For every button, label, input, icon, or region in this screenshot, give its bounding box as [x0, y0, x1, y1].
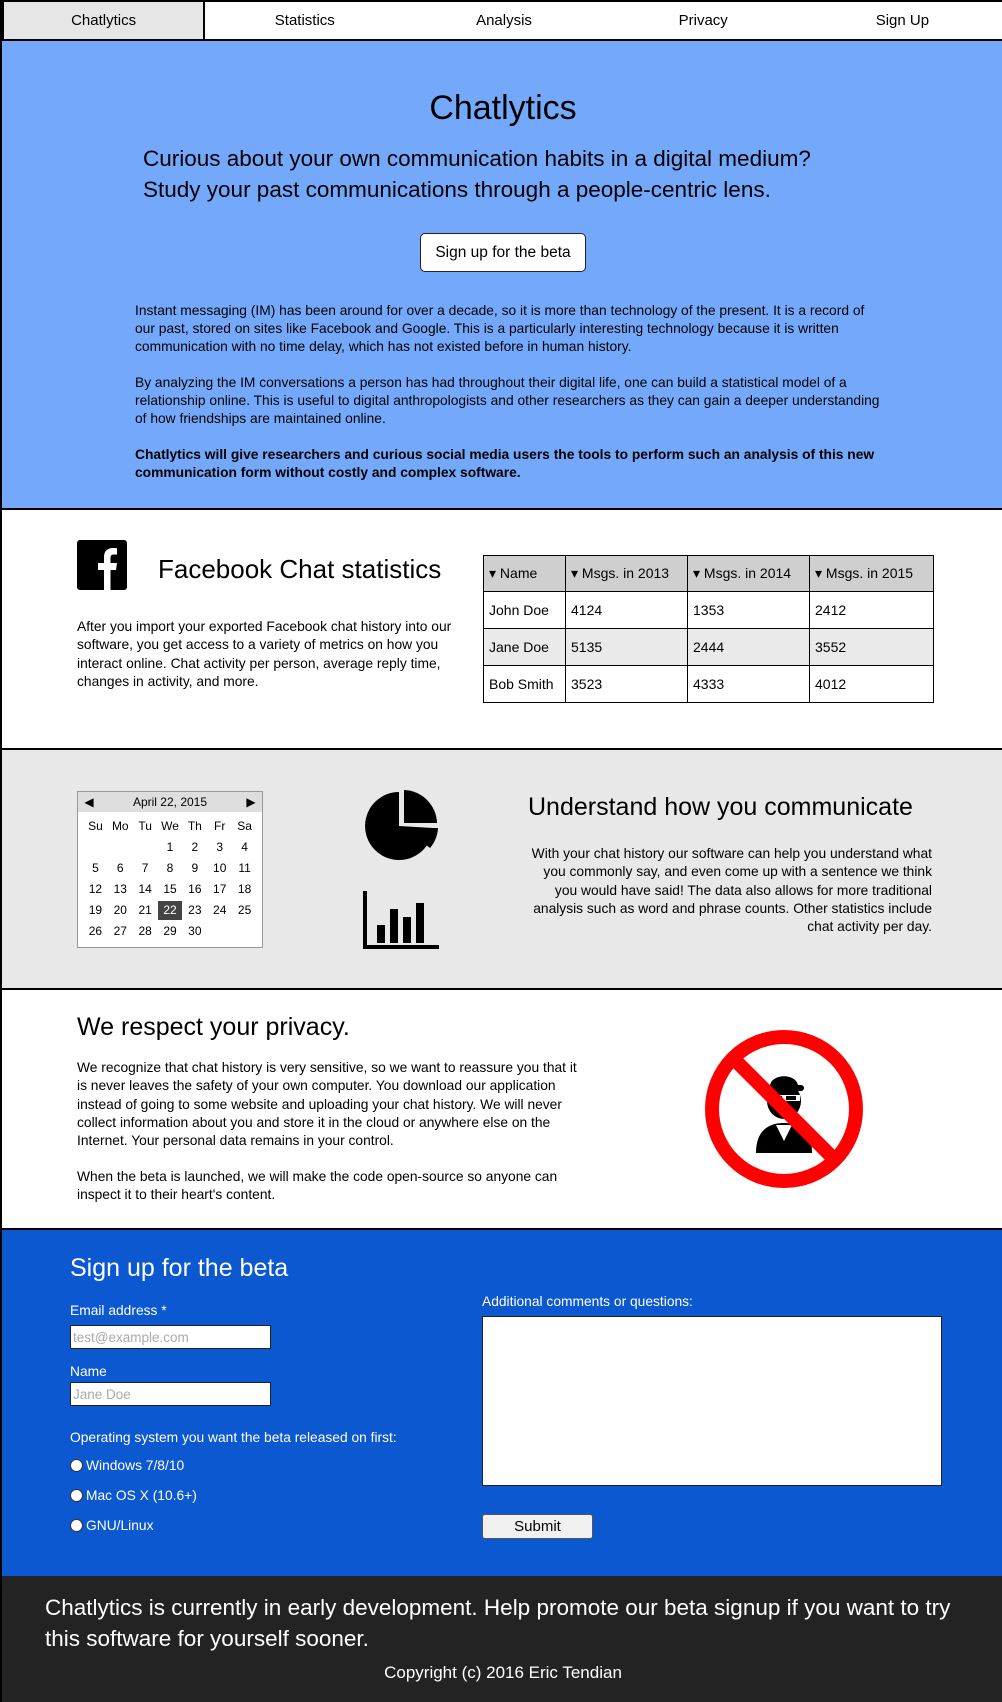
name-field[interactable]: [70, 1382, 271, 1406]
copyright-text: Copyright (c) 2016 Eric Tendian: [384, 1663, 622, 1682]
calendar-day[interactable]: 16: [188, 882, 202, 896]
stats-table: [483, 555, 934, 703]
calendar-blank: [108, 838, 133, 857]
calendar-blank: [83, 838, 108, 857]
table-cell: 2412: [810, 592, 934, 629]
weekday-label: Tu: [138, 819, 152, 833]
hero-title: Chatlytics: [429, 89, 577, 127]
table-cell: 5135: [566, 629, 688, 666]
hero-subtitle: [143, 143, 903, 205]
nav-signup[interactable]: Sign Up: [875, 12, 930, 29]
hero-paragraph-1: Instant messaging (IM) has been around for over a decade, so it is more than technology of the present. It is a record of our past, stored on sites like Facebook and Google. This is a particularly interesting technology because it is written communication with no time delay, which has not existed before in human history.: [135, 303, 865, 355]
os-option-windows[interactable]: [70, 1458, 184, 1473]
privacy-paragraph-1: We recognize that chat history is very sensitive, so we want to reassure you that it is never leaves the safety of your own computer. You download our application instead of going to some website and uploading your chat history. We will never collect information about you and store it in the cloud or anywhere else on the Internet. Your personal data remains in your control.: [77, 1060, 577, 1149]
weekday-label: Th: [187, 819, 202, 833]
footer: [2, 1576, 1002, 1702]
calendar-day[interactable]: 12: [88, 882, 103, 896]
nav-statistics[interactable]: Statistics: [274, 12, 335, 29]
email-field[interactable]: [70, 1325, 271, 1349]
top-nav: [2, 0, 1002, 41]
os-option-label: Windows 7/8/10: [86, 1458, 185, 1473]
calendar-day[interactable]: 2: [191, 840, 199, 854]
calendar-day[interactable]: 9: [191, 861, 199, 875]
radio-icon[interactable]: [70, 1489, 83, 1502]
comments-label: Additional comments or questions:: [482, 1294, 693, 1309]
os-label: Operating system you want the beta released on first:: [70, 1430, 397, 1445]
hero-subtitle-line-1: Curious about your own communication habits in a digital medium?: [143, 146, 811, 171]
understand-title: Understand how you communicate: [528, 793, 913, 821]
calendar-day[interactable]: 3: [216, 840, 224, 854]
pie-chart-icon: [363, 790, 439, 862]
calendar-day[interactable]: 1: [166, 840, 174, 854]
comments-textarea[interactable]: [482, 1316, 942, 1486]
no-spy-icon: [704, 1029, 864, 1189]
column-header-2014[interactable]: ▾ Msgs. in 2014: [688, 556, 810, 592]
understand-text: With your chat history our software can help you understand what you commonly say, and even come up with a sentence we think you would have said! The data also allows for more traditional analysis such as word and phrase counts. Other statistics include chat activity per day.: [531, 846, 932, 935]
bar-chart-icon: [363, 891, 439, 949]
weekday-label: Sa: [237, 819, 252, 833]
calendar-day[interactable]: 27: [113, 924, 127, 938]
weekday-label: Su: [88, 819, 103, 833]
signup-section: [2, 1230, 1002, 1576]
calendar-day[interactable]: 29: [163, 924, 177, 938]
calendar-day[interactable]: 20: [113, 903, 127, 917]
calendar-header: [78, 792, 262, 812]
table-cell: 3523: [566, 666, 688, 703]
calendar-day[interactable]: 21: [138, 903, 152, 917]
nav-analysis[interactable]: Analysis: [476, 12, 532, 29]
calendar-day[interactable]: 8: [166, 861, 174, 875]
nav-privacy[interactable]: Privacy: [678, 12, 728, 29]
calendar-day[interactable]: 25: [237, 903, 252, 917]
table-row: [484, 629, 934, 666]
column-header-2015[interactable]: ▾ Msgs. in 2015: [810, 556, 934, 592]
os-option-label: GNU/Linux: [86, 1518, 154, 1533]
calendar-day[interactable]: 14: [138, 882, 152, 896]
column-header-name[interactable]: ▾ Name: [484, 556, 566, 592]
facebook-icon: [77, 540, 127, 590]
hero-subtitle-line-2: Study your past communications through a people-centric lens.: [143, 177, 771, 202]
calendar-day[interactable]: 4: [241, 840, 248, 854]
os-option-label: Mac OS X (10.6+): [86, 1488, 197, 1503]
privacy-paragraph-2: When the beta is launched, we will make the code open-source so anyone can inspect it to their heart's content.: [77, 1169, 558, 1203]
table-cell: Bob Smith: [484, 666, 566, 703]
hero-paragraph-2: By analyzing the IM conversations a person has had throughout their digital life, one can build a statistical model of a relationship online. This is useful to digital anthropologists and other researchers as they can gain a deeper understanding of how friendships are maintained online.: [135, 375, 880, 427]
calendar-day[interactable]: 17: [213, 882, 227, 896]
calendar-day[interactable]: 5: [92, 861, 99, 875]
calendar-day[interactable]: 24: [213, 903, 227, 917]
calendar-day[interactable]: 15: [163, 882, 177, 896]
next-month-icon[interactable]: ▶: [246, 795, 256, 809]
radio-icon[interactable]: [70, 1459, 83, 1472]
table-header-row: [484, 556, 934, 592]
table-cell: 4333: [688, 666, 810, 703]
hero-paragraph-3: Chatlytics will give researchers and curious social media users the tools to perform such an analysis of this new communication form without costly and complex software.: [135, 447, 875, 481]
privacy-section: [2, 990, 1002, 1230]
calendar-day[interactable]: 13: [113, 882, 127, 896]
calendar-day[interactable]: 26: [88, 924, 103, 938]
calendar-day[interactable]: 28: [138, 924, 152, 938]
os-option-mac[interactable]: [70, 1488, 197, 1503]
calendar-day[interactable]: 7: [141, 861, 149, 875]
signup-title: Sign up for the beta: [70, 1254, 289, 1282]
nav-chatlytics[interactable]: Chatlytics: [4, 2, 205, 39]
calendar-month-label: April 22, 2015: [132, 795, 208, 809]
hero-section: [2, 41, 1002, 510]
email-label: Email address *: [70, 1303, 167, 1318]
calendar-day[interactable]: 18: [237, 882, 252, 896]
privacy-title: We respect your privacy.: [77, 1013, 350, 1041]
calendar-grid: [78, 812, 262, 941]
facebook-stats-section: [2, 510, 1002, 750]
column-header-2013[interactable]: ▾ Msgs. in 2013: [566, 556, 688, 592]
submit-button[interactable]: Submit: [482, 1514, 593, 1539]
prev-month-icon[interactable]: ◀: [84, 795, 94, 809]
table-cell: 4012: [810, 666, 934, 703]
radio-icon[interactable]: [70, 1519, 83, 1532]
facebook-stats-text: After you import your exported Facebook chat history into our software, you get access to a variety of metrics on how you interact online. Chat activity per person, average reply time, changes in activity, and more.: [77, 619, 452, 689]
table-cell: 3552: [810, 629, 934, 666]
os-option-linux[interactable]: [70, 1518, 153, 1533]
calendar-day[interactable]: 10: [213, 861, 227, 875]
table-row: [484, 592, 934, 629]
signup-beta-button[interactable]: Sign up for the beta: [420, 233, 586, 272]
calendar-day[interactable]: 30: [188, 924, 202, 938]
understand-section: [2, 750, 1002, 990]
table-cell: 4124: [566, 592, 688, 629]
weekday-label: We: [161, 819, 179, 833]
table-row: [484, 666, 934, 703]
table-cell: Jane Doe: [484, 629, 566, 666]
calendar-blank: [133, 838, 158, 857]
calendar-day[interactable]: 6: [116, 861, 124, 875]
weekday-label: Mo: [111, 819, 129, 833]
table-cell: John Doe: [484, 592, 566, 629]
footer-message: Chatlytics is currently in early development. Help promote our beta signup if you want to try this software for yourself sooner.: [45, 1595, 951, 1651]
table-cell: 1353: [688, 592, 810, 629]
name-label: Name: [70, 1364, 107, 1379]
facebook-stats-title: Facebook Chat statistics: [158, 554, 442, 584]
calendar-day[interactable]: 19: [88, 903, 103, 917]
table-cell: 2444: [688, 629, 810, 666]
calendar-day[interactable]: 22: [158, 901, 183, 920]
weekday-label: Fr: [214, 819, 226, 833]
calendar-day[interactable]: 11: [238, 861, 251, 875]
calendar-day[interactable]: 23: [188, 903, 202, 917]
calendar-widget: [77, 791, 263, 948]
